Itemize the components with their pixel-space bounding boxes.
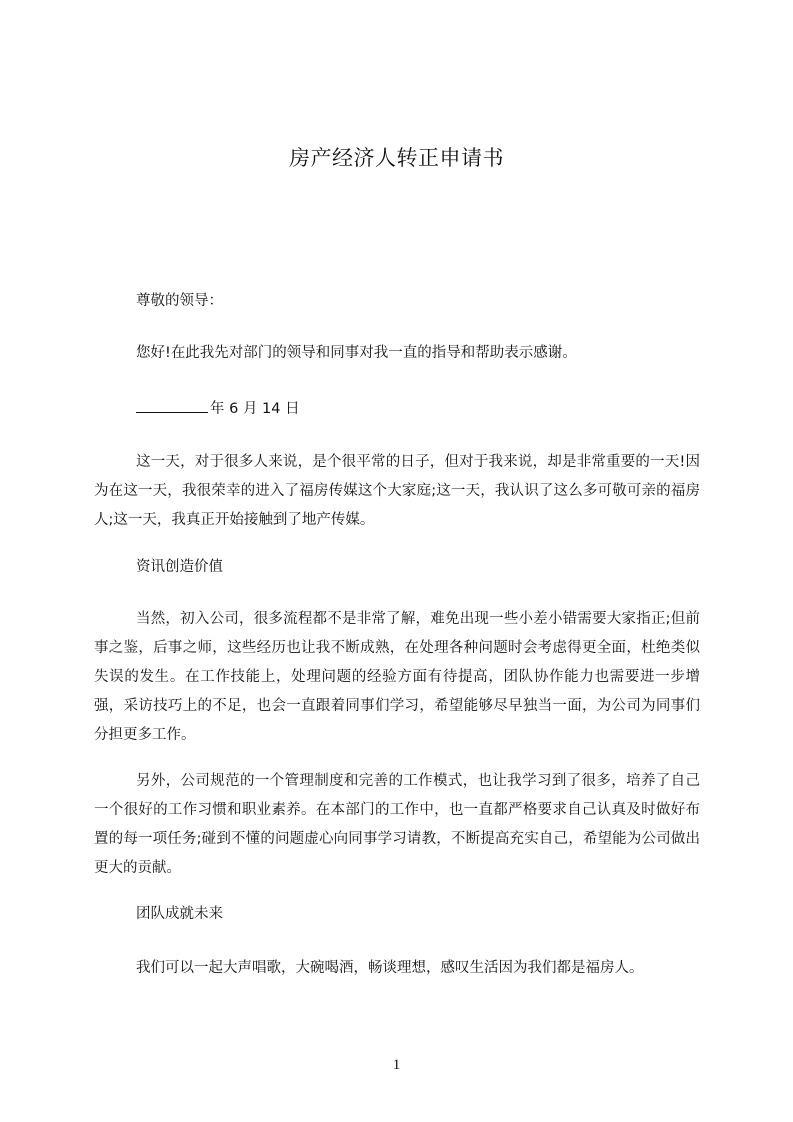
document-title: 房产经济人转正申请书 xyxy=(289,146,504,170)
date-text: 年 6 月 14 日 xyxy=(210,401,300,417)
paragraph-3: 另外，公司规范的一个管理制度和完善的工作模式，也让我学习到了很多，培养了自己一个很好的工作习惯和职业素养。在本部门的工作中，也一直都严格要求自己认真及时做好布置的每一项任务;碰到不懂的问题虚心向同事学习请教，不断提高充实自己，希望能为公司做出更大的贡献。 xyxy=(94,773,700,876)
page-number: 1 xyxy=(392,1057,401,1073)
paragraph-1: 这一天，对于很多人来说，是个很平常的日子，但对于我来说，却是非常重要的一天!因为在这一天，我很荣幸的进入了福房传媒这个大家庭;这一天，我认识了这么多可敬可亲的福房人;这一天，我真正开始接触到了地产传媒。 xyxy=(94,454,700,528)
section-heading-1: 资讯创造价值 xyxy=(136,559,223,575)
salutation: 尊敬的领导： xyxy=(136,293,223,309)
greeting-line: 您好!在此我先对部门的领导和同事对我一直的指导和帮助表示感谢。 xyxy=(136,345,577,361)
closing-line: 我们可以一起大声唱歌，大碗喝酒，畅谈理想，感叹生活因为我们都是福房人。 xyxy=(136,960,644,976)
date-blank-underline xyxy=(136,398,208,413)
date-line xyxy=(136,398,300,419)
paragraph-2: 当然，初入公司，很多流程都不是非常了解，难免出现一些小差小错需要大家指正;但前事之鉴，后事之师，这些经历也让我不断成熟，在处理各种问题时会考虑得更全面，杜绝类似失误的发生。在工作技能上，处理问题的经验方面有待提高，团队协作能力也需要进一步增强，采访技巧上的不足，也会一直跟着同事们学习，希望能够尽早独当一面，为公司为同事们分担更多工作。 xyxy=(94,611,700,743)
section-heading-2: 团队成就未来 xyxy=(136,906,223,922)
